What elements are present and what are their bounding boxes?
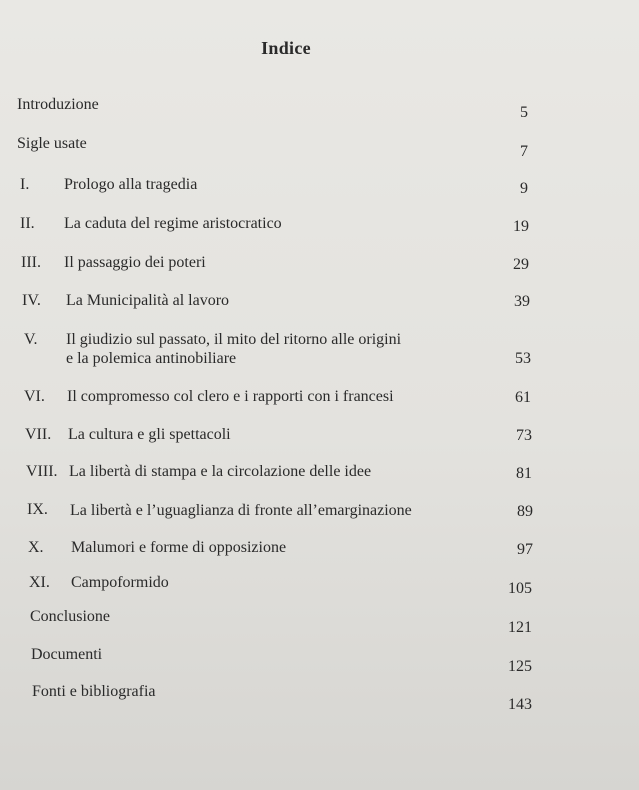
toc-entry-page: 19 [513,218,529,235]
toc-entry-number: III. [21,254,41,271]
toc-entry-title: Il compromesso col clero e i rapporti con i francesi [67,388,394,405]
toc-entry-title: Malumori e forme di opposizione [71,539,287,556]
toc-entry-title-line1: Il giudizio sul passato, il mito del ritorno alle origini [66,331,402,348]
toc-entry-number: XI. [29,574,50,591]
toc-entry-title: Sigle usate [17,135,87,152]
toc-entry-title-line2: e la polemica antinobiliare [66,350,237,367]
toc-entry-page: 143 [508,696,532,713]
toc-entry-page: 29 [513,256,529,273]
toc-entry-number: VII. [25,426,52,443]
toc-entry-page: 125 [508,658,532,675]
toc-entry-title: La caduta del regime aristocratico [64,215,282,232]
toc-entry-page: 89 [517,503,533,520]
toc-entry-number: IV. [22,292,41,309]
toc-entry-page: 7 [520,143,528,160]
toc-entry-title: Il passaggio dei poteri [64,254,206,271]
toc-entry-page: 53 [515,350,531,367]
toc-entry-title: La Municipalità al lavoro [66,292,230,309]
toc-entry-number: VIII. [26,463,58,480]
toc-entry-title: Conclusione [30,608,110,625]
toc-entry-title: Documenti [31,646,103,663]
toc-entry-number: II. [20,215,35,232]
toc-entry-title: Introduzione [17,96,99,113]
page-title: Indice [261,38,311,58]
toc-entry-page: 39 [514,293,530,310]
toc-entry-title: La libertà di stampa e la circolazione delle idee [69,463,372,480]
toc-entry-page: 73 [516,427,532,444]
toc-entry-page: 5 [520,104,528,121]
toc-entry-number: X. [28,539,44,556]
toc-entry-page: 105 [508,580,532,597]
toc-entry-number: VI. [24,388,45,405]
toc-entry-page: 121 [508,619,532,636]
toc-entry-number: IX. [27,501,48,518]
toc-entry-page: 61 [515,389,531,406]
toc-entry-title: Fonti e bibliografia [32,683,156,700]
toc-entry-page: 9 [520,180,528,197]
toc-entry-title: La libertà e l’uguaglianza di fronte all’emarginazione [70,502,412,519]
toc-entry-page: 81 [516,465,532,482]
toc-entry-title: Campoformido [71,574,169,591]
toc-entry-title: La cultura e gli spettacoli [68,426,231,443]
toc-entry-title: Prologo alla tragedia [64,176,198,193]
toc-entry-number: V. [24,331,38,348]
toc-entry-number: I. [20,176,30,193]
toc-entry-page: 97 [517,541,533,558]
